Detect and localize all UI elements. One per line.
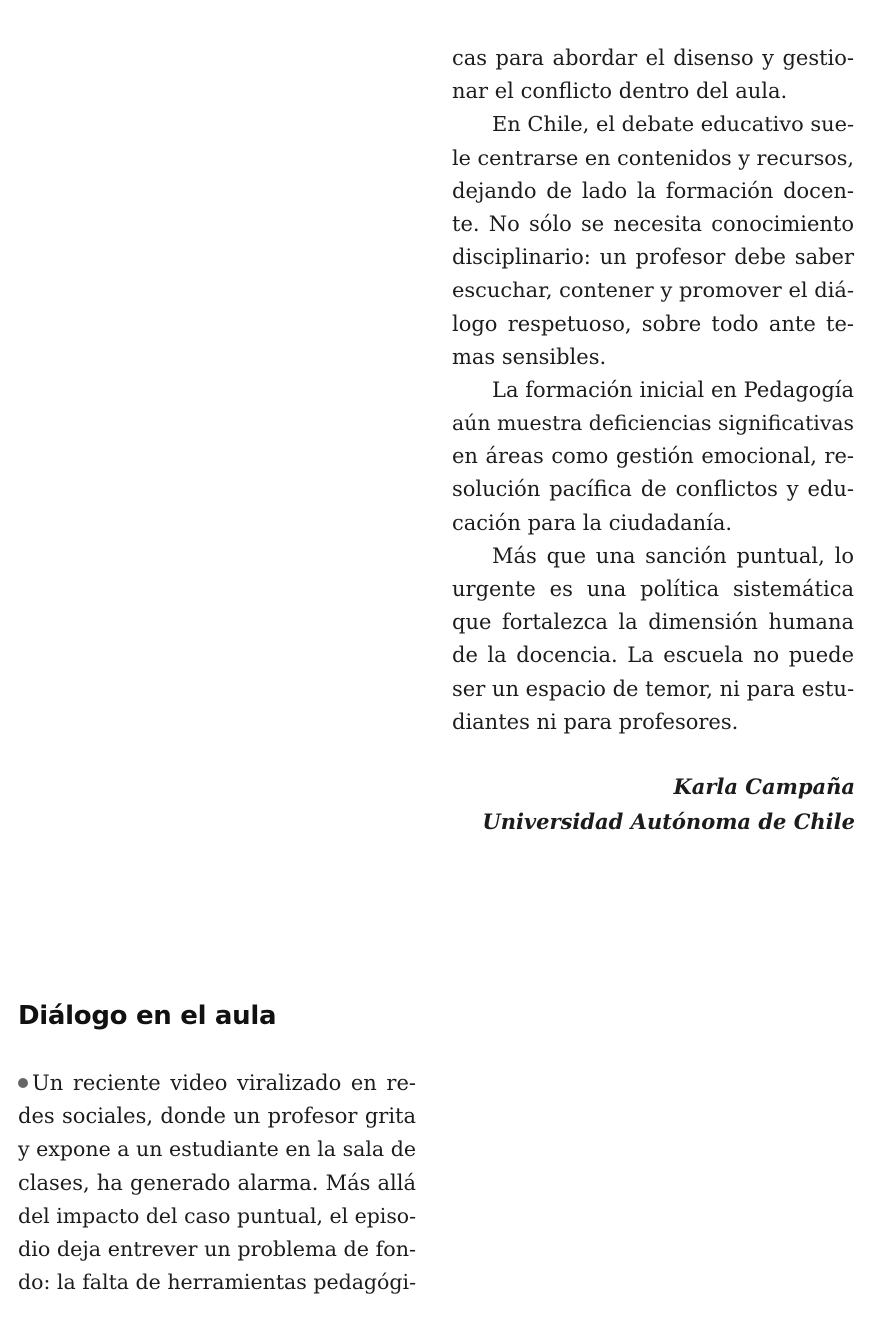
text-line: en áreas como gestión emocional, re- (452, 444, 854, 469)
text-line: mas sensibles. (452, 344, 607, 369)
article-left-column (18, 1067, 416, 1299)
signature-affiliation: Universidad Autónoma de Chile (482, 809, 855, 834)
article-right-column (452, 42, 854, 739)
text-line: dio deja entrever un problema de fon- (18, 1236, 417, 1261)
text-line: solución pacífica de conflictos y edu- (452, 477, 854, 502)
text-line: le centrarse en contenidos y recursos, (452, 145, 855, 170)
text-line: y expone a un estudiante en la sala de (18, 1137, 416, 1162)
text-line: cas para abordar el disenso y gestio- (452, 46, 854, 70)
text-line: des sociales, donde un profesor grita (18, 1104, 416, 1129)
text-line-first (18, 1067, 416, 1100)
text-line: del impacto del caso puntual, el episo- (18, 1203, 417, 1228)
text-line: te. No sólo se necesita conocimiento (452, 211, 854, 236)
text-line-content: Un reciente video viralizado en re- (32, 1071, 416, 1095)
text-line: aún muestra deficiencias significativas (452, 411, 855, 436)
text-line: escuchar, contener y promover el diá- (452, 278, 854, 303)
text-line: dejando de lado la formación docen- (452, 178, 854, 203)
text-line: logo respetuoso, sobre todo ante te- (452, 311, 854, 336)
text-line: que fortalezca la dimensión humana (452, 610, 854, 635)
text-line: diantes ni para profesores. (452, 709, 739, 734)
text-line: cación para la ciudadanía. (452, 510, 733, 535)
text-line: La formación inicial en Pedagogía (492, 377, 854, 402)
letter-headline: Diálogo en el aula (18, 1001, 277, 1031)
text-line: disciplinario: un profesor debe saber (452, 245, 854, 270)
text-line: nar el conflicto dentro del aula. (452, 79, 788, 104)
text-line: clases, ha generado alarma. Más allá (18, 1170, 416, 1195)
text-line: ser un espacio de temor, ni para estu- (452, 676, 855, 701)
signature-name: Karla Campaña (673, 774, 855, 799)
text-line: Más que una sanción puntual, lo (492, 543, 854, 568)
text-line: En Chile, el debate educativo sue- (492, 112, 855, 137)
bullet-dot-icon (18, 1078, 28, 1088)
text-line: urgente es una política sistemática (452, 577, 854, 601)
text-line: de la docencia. La escuela no puede (452, 643, 854, 668)
text-line: do: la falta de herramientas pedagógi- (18, 1270, 416, 1295)
